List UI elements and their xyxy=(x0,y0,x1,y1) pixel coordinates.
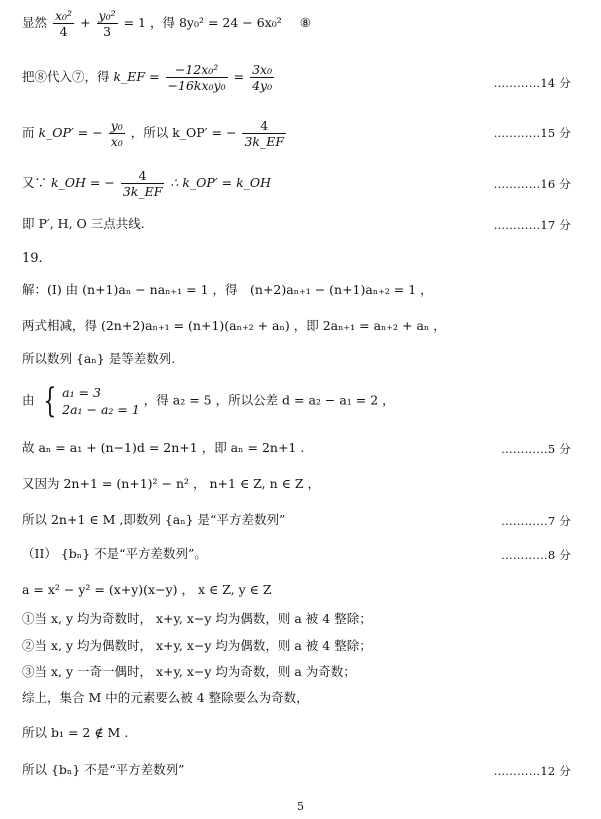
numerator: 4 xyxy=(242,118,286,134)
case-1: ①当 x, y 均为奇数时， x+y, x−y 均为偶数，则 a 被 4 整除； xyxy=(22,611,372,626)
numerator: 4 xyxy=(121,168,165,184)
line-part-two: （II） {bₙ} 不是“平方差数列”。 xyxy=(22,546,207,561)
score-7: …………7 分 xyxy=(501,514,571,528)
equation-rest: = 1 ，得 8y₀² = 24 − 6x₀² xyxy=(123,15,282,30)
denominator: 3k_EF xyxy=(244,134,285,149)
numerator: 3x₀ xyxy=(250,62,274,78)
system-eq1: a₁ = 3 xyxy=(62,385,101,400)
numerator: x₀² xyxy=(55,8,73,23)
question-number: 19. xyxy=(22,251,43,266)
score-15: …………15 分 xyxy=(493,126,571,140)
text-rest: ，得 a₂ = 5 ，所以公差 d = a₂ − a₁ = 2 ， xyxy=(143,392,395,408)
fraction-4-over-3kEF xyxy=(121,168,165,199)
kOH-lhs: k_OH = − xyxy=(50,175,115,190)
page-number: 5 xyxy=(297,800,304,813)
kEF-lhs: k_EF = xyxy=(113,69,160,84)
numerator: −12x₀² xyxy=(166,62,228,78)
denominator: −16kx₀y₀ xyxy=(167,78,226,93)
numerator: y₀² xyxy=(98,8,116,23)
line-substitute xyxy=(22,62,276,93)
text-pre: 把⑧代入⑦，得 xyxy=(22,69,114,84)
line-kOP xyxy=(22,118,288,149)
line-arithmetic: 所以数列 {aₙ} 是等差数列. xyxy=(22,351,176,366)
text-pre: 显然 xyxy=(22,15,48,30)
line-factor: a = x² − y² = (x+y)(x−y) ， x ∈ Z, y ∈ Z xyxy=(22,582,272,597)
denominator: 4 xyxy=(59,24,68,39)
case-3: ③当 x, y 一奇一偶时， x+y, x−y 均为奇数，则 a 为奇数； xyxy=(22,664,356,679)
plus-sign: + xyxy=(80,15,91,30)
line-solution-start: 解：(I) 由 (n+1)aₙ − naₙ₊₁ = 1 ，得 (n+2)aₙ₊₁ − (n+1)aₙ₊₂ = 1 ， xyxy=(22,282,433,297)
text-pre: 又∵ xyxy=(22,175,51,190)
fraction-kEF-raw xyxy=(166,62,228,93)
line-summary: 综上，集合 M 中的元素要么被 4 整除要么为奇数， xyxy=(22,690,309,705)
score-14: …………14 分 xyxy=(493,76,571,90)
line-kOH xyxy=(22,168,271,199)
line-square-diff: 又因为 2n+1 = (n+1)² − n² ， n+1 ∈ Z, n ∈ Z ， xyxy=(22,476,320,491)
conclusion: ∴ k_OP′ = k_OH xyxy=(170,175,272,190)
line-final: 所以 {bₙ} 不是“平方差数列” xyxy=(22,762,185,777)
score-8: …………8 分 xyxy=(501,548,571,562)
line-collinear: 即 P′, H, O 三点共线. xyxy=(22,216,145,231)
fraction-x0sq-over-4 xyxy=(53,8,74,39)
fraction-y0-over-x0 xyxy=(109,118,125,149)
fraction-4-over-3kEF xyxy=(242,118,286,149)
text-pre: 而 xyxy=(22,125,39,140)
case-2: ②当 x, y 均为偶数时， x+y, x−y 均为偶数，则 a 被 4 整除； xyxy=(22,638,372,653)
fraction-y0sq-over-3 xyxy=(97,8,118,39)
line-xianran xyxy=(22,8,311,39)
text-mid: ，所以 k_OP′ = − xyxy=(130,125,237,140)
kOP-lhs: k_OP′ = − xyxy=(38,125,103,140)
score-12: …………12 分 xyxy=(493,764,571,778)
line-general-term: 故 aₙ = a₁ + (n−1)d = 2n+1 ，即 aₙ = 2n+1 . xyxy=(22,440,305,455)
line-system xyxy=(22,381,395,421)
equals: = xyxy=(233,69,245,84)
left-brace: { xyxy=(42,381,56,421)
text-pre: 由 xyxy=(22,392,35,408)
numerator: y₀ xyxy=(110,118,123,133)
score-16: …………16 分 xyxy=(493,177,571,191)
line-subtract: 两式相减，得 (2n+2)aₙ₊₁ = (n+1)(aₙ₊₂ + aₙ) ，即 2aₙ₊₁ = aₙ₊₂ + aₙ ， xyxy=(22,318,446,333)
score-17: …………17 分 xyxy=(493,218,571,232)
denominator: 3 xyxy=(103,24,112,39)
line-b1: 所以 b₁ = 2 ∉ M . xyxy=(22,725,129,740)
equation-tag: ⑧ xyxy=(299,15,311,30)
equation-system xyxy=(62,384,140,418)
denominator: 4y₀ xyxy=(252,78,273,93)
line-conclusion-an: 所以 2n+1 ∈ M ,即数列 {aₙ} 是“平方差数列” xyxy=(22,512,286,527)
score-5: …………5 分 xyxy=(501,442,571,456)
system-eq2: 2a₁ − a₂ = 1 xyxy=(62,402,140,417)
fraction-kEF-simplified xyxy=(250,62,274,93)
denominator: x₀ xyxy=(110,134,123,149)
denominator: 3k_EF xyxy=(122,184,163,199)
